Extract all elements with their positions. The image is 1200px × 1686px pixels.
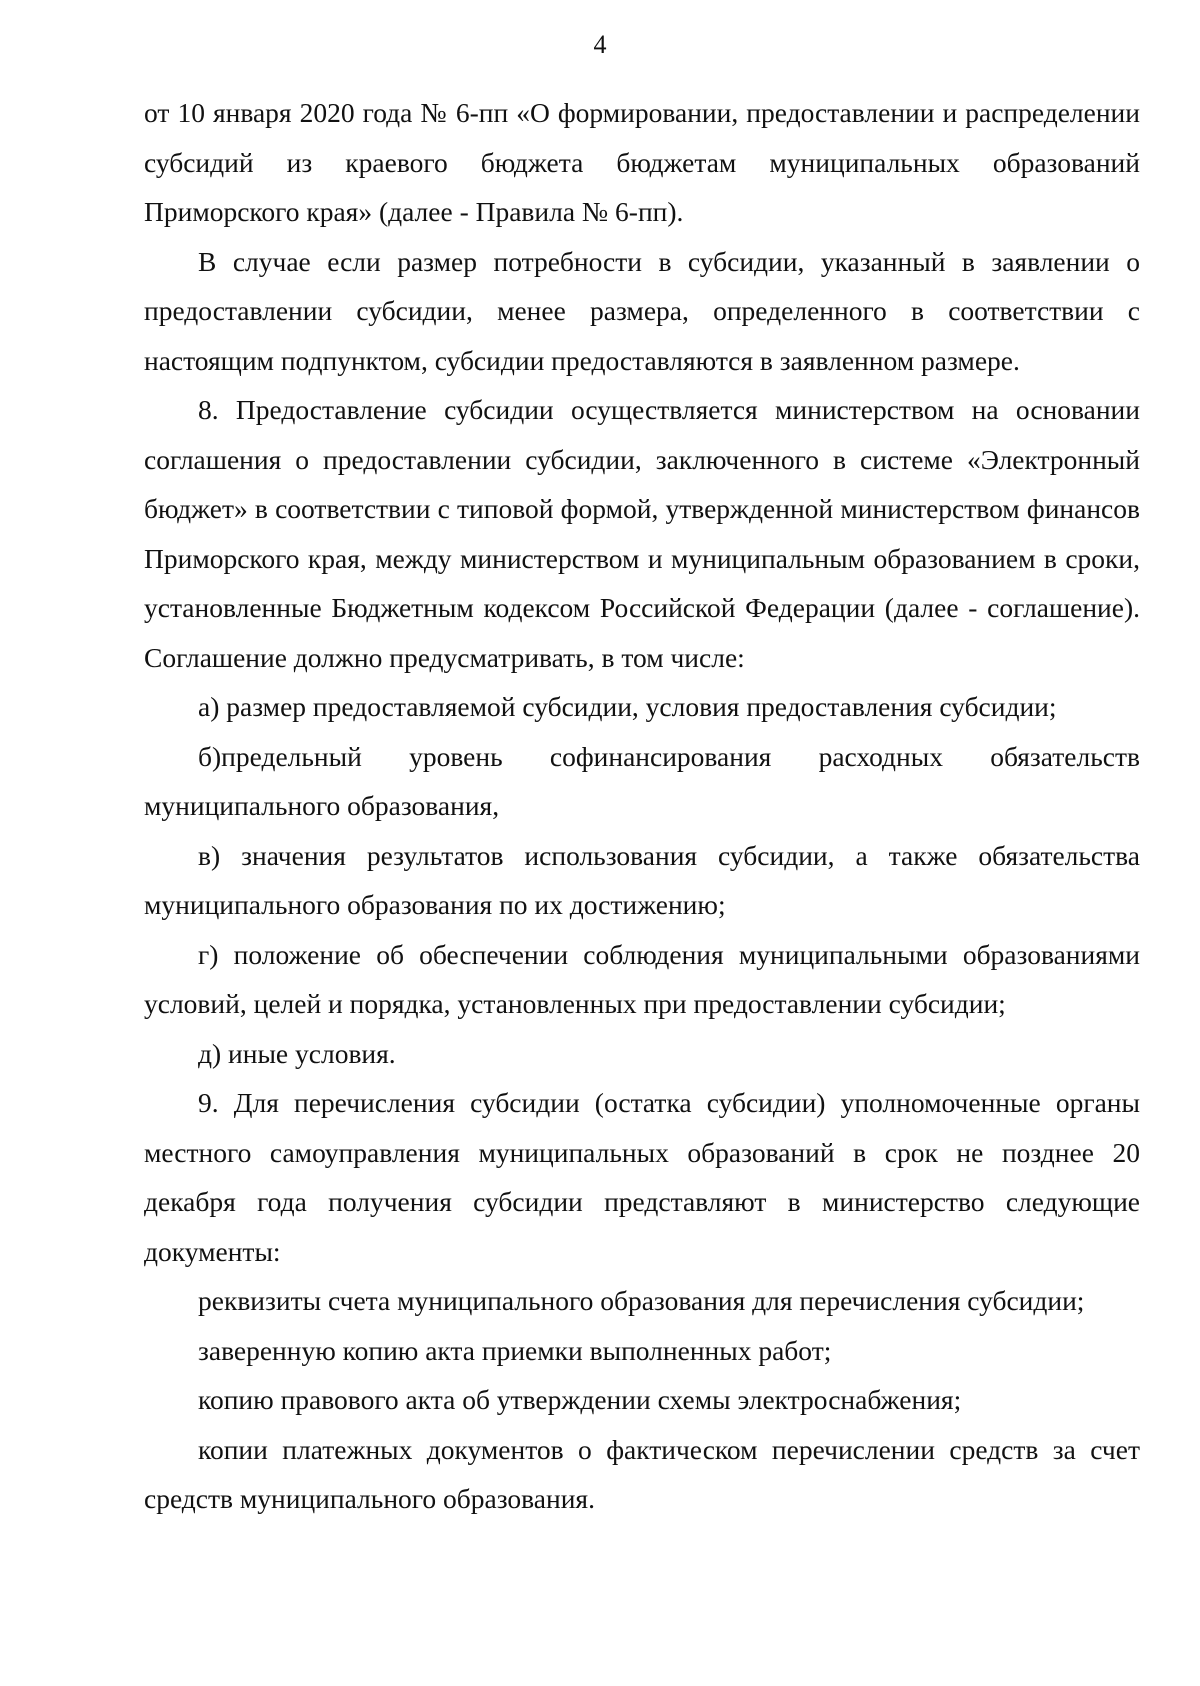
paragraph-rules-reference: от 10 января 2020 года № 6-пп «О формировании, предоставлении и распределении субсидий из краевого бюджета бюджетам муниципальных образований Приморского края» (далее - Правила № 6-пп). — [144, 97, 1140, 227]
paragraph-subsidy-amount: В случае если размер потребности в субсидии, указанный в заявлении о предоставлении субсидии, менее размера, определенного в соответствии с настоящим подпунктом, субсидии предоставляются в заявленном размере. — [144, 245, 1140, 376]
document-list-item-scheme: копию правового акта об утверждении схемы электроснабжения; — [198, 1384, 962, 1415]
document-list-item-account: реквизиты счета муниципального образования для перечисления субсидии; — [198, 1285, 1085, 1316]
list-item-b: б)предельный уровень софинансирования расходных обязательств муниципального образования, — [144, 740, 1140, 821]
list-item-v: в) значения результатов использования субсидии, а также обязательства муниципального образования по их достижению; — [144, 839, 1140, 920]
paragraph-item-9: 9. Для перечисления субсидии (остатка субсидии) уполномоченные органы местного самоуправления муниципальных образований в срок не позднее 20 декабря года получения субсидии представляют в министерство следующие документы: — [144, 1087, 1140, 1267]
list-item-g: г) положение об обеспечении соблюдения муниципальными образованиями условий, целей и порядка, установленных при предоставлении субсидии; — [144, 938, 1140, 1019]
list-item-d: д) иные условия. — [198, 1037, 396, 1069]
list-item-a: а) размер предоставляемой субсидии, условия предоставления субсидии; — [198, 691, 1057, 722]
page-number: 4 — [593, 30, 607, 59]
document-list-item-act: заверенную копию акта приемки выполненных работ; — [198, 1334, 832, 1366]
document-list-item-payments: копии платежных документов о фактическом перечислении средств за счет средств муниципального образования. — [144, 1433, 1140, 1514]
document-body — [144, 88, 1140, 1524]
paragraph-item-8: 8. Предоставление субсидии осуществляется министерством на основании соглашения о предоставлении субсидии, заключенного в системе «Электронный бюджет» в соответствии с типовой формой, утвержденной министерством финансов Приморского края, между министерством и муниципальным образованием в сроки, установленные Бюджетным кодексом Российской Федерации (далее - соглашение). Соглашение должно предусматривать, в том числе: — [144, 394, 1140, 673]
